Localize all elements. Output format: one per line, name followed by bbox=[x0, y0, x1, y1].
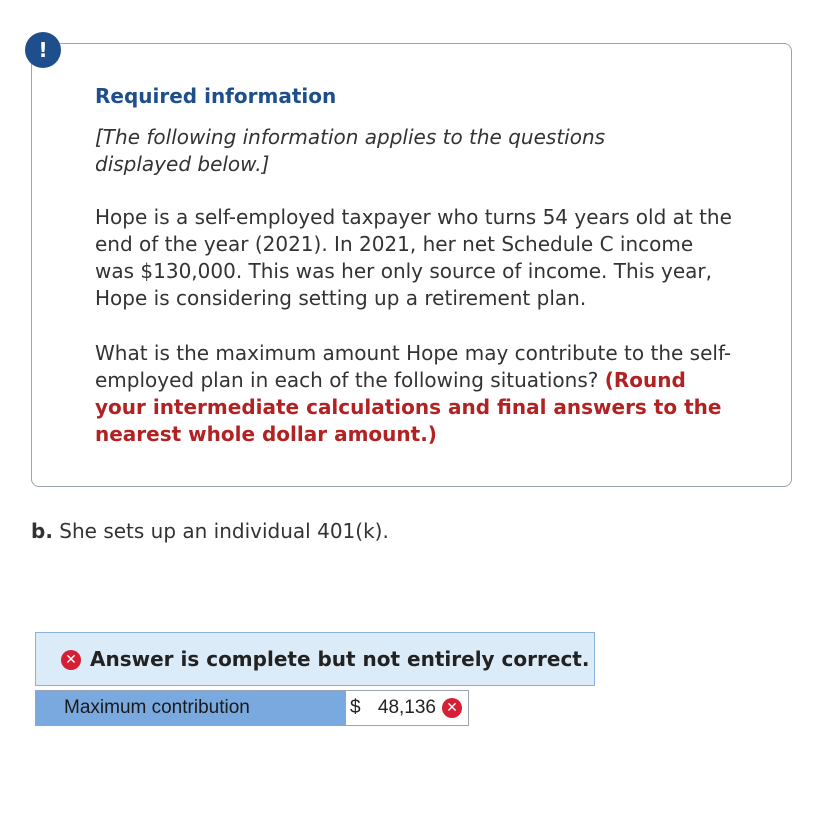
currency-symbol: $ bbox=[350, 697, 361, 718]
answer-status-banner bbox=[35, 632, 595, 686]
alert-icon: ! bbox=[25, 32, 61, 68]
answer-row bbox=[35, 690, 469, 726]
maximum-contribution-label: Maximum contribution bbox=[36, 691, 346, 725]
maximum-contribution-field[interactable] bbox=[346, 691, 468, 725]
part-letter: b. bbox=[31, 519, 53, 543]
answer-status-text: Answer is complete but not entirely correct. bbox=[90, 647, 590, 671]
incorrect-x-icon: ✕ bbox=[442, 698, 462, 718]
question-text bbox=[95, 340, 735, 448]
question-body: What is the maximum amount Hope may contribute to the self-employed plan in each of the following situations? bbox=[95, 341, 732, 392]
scenario-text: Hope is a self-employed taxpayer who turns 54 years old at the end of the year (2021). In 2021, her net Schedule C income was $130,000. This was her only source of income. This year, Hope is considering setting up a retirement plan. bbox=[95, 205, 732, 310]
part-b-prompt bbox=[31, 519, 389, 543]
part-text: She sets up an individual 401(k). bbox=[59, 519, 389, 543]
x-circle-icon: ✕ bbox=[61, 650, 81, 670]
rounding-instruction: (Round your intermediate calculations and final answers to the nearest whole dollar amount.) bbox=[95, 368, 722, 446]
required-info-title: Required information bbox=[95, 84, 337, 108]
contribution-value[interactable]: 48,136 bbox=[377, 697, 436, 718]
info-note: [The following information applies to the questions displayed below.] bbox=[95, 125, 606, 176]
